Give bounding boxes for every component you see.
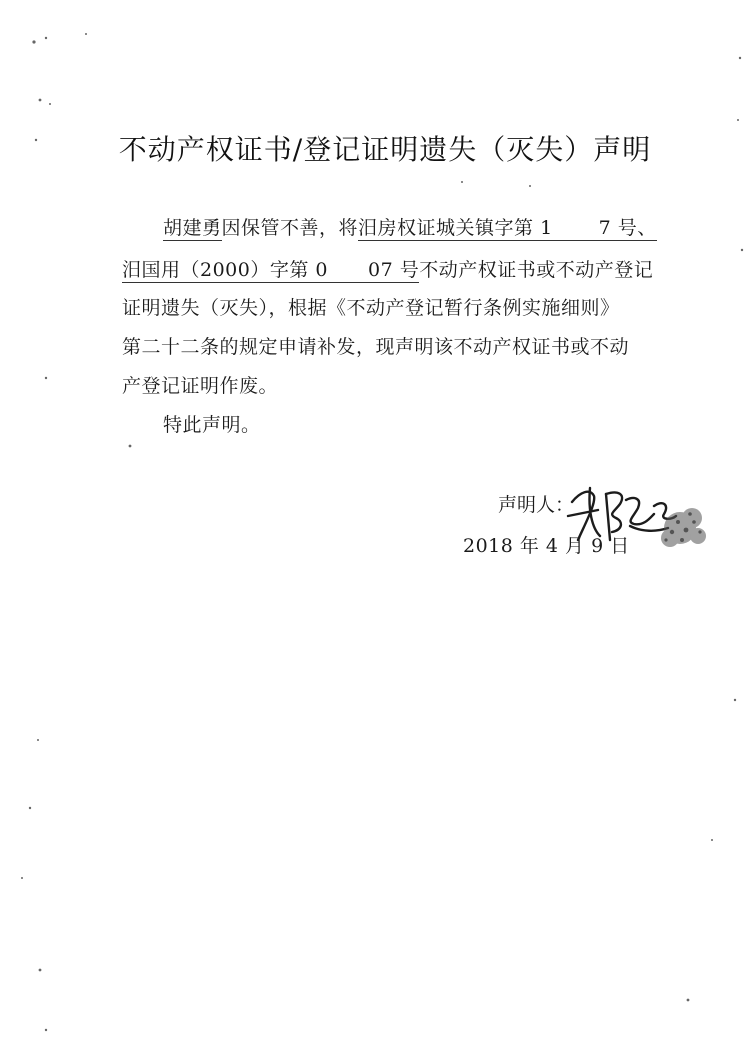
- certificate-number-b: 汨国用（2000）字第 0 07 号: [122, 259, 420, 281]
- certificate-number-a: 汨房权证城关镇字第 1 7 号、: [358, 217, 657, 239]
- body-text-2: 不动产权证书或不动产登记: [419, 259, 654, 281]
- declarant-label: 声明人：: [498, 494, 575, 516]
- body-line-4: 第二十二条的规定申请补发，现声明该不动产权证书或不动: [122, 336, 630, 358]
- closing-statement: 特此声明。: [163, 414, 261, 436]
- declarant-name: 胡建勇: [163, 217, 222, 239]
- body-line-3: 证明遗失（灭失），根据《不动产登记暂行条例实施细则》: [122, 297, 620, 319]
- declaration-date: 2018 年 4 月 9 日: [463, 535, 630, 557]
- body-line-5: 产登记证明作废。: [122, 375, 279, 397]
- document-title: 不动产权证书/登记证明遗失（灭失）声明: [118, 133, 652, 166]
- body-text-1a: 因保管不善，将: [221, 217, 359, 239]
